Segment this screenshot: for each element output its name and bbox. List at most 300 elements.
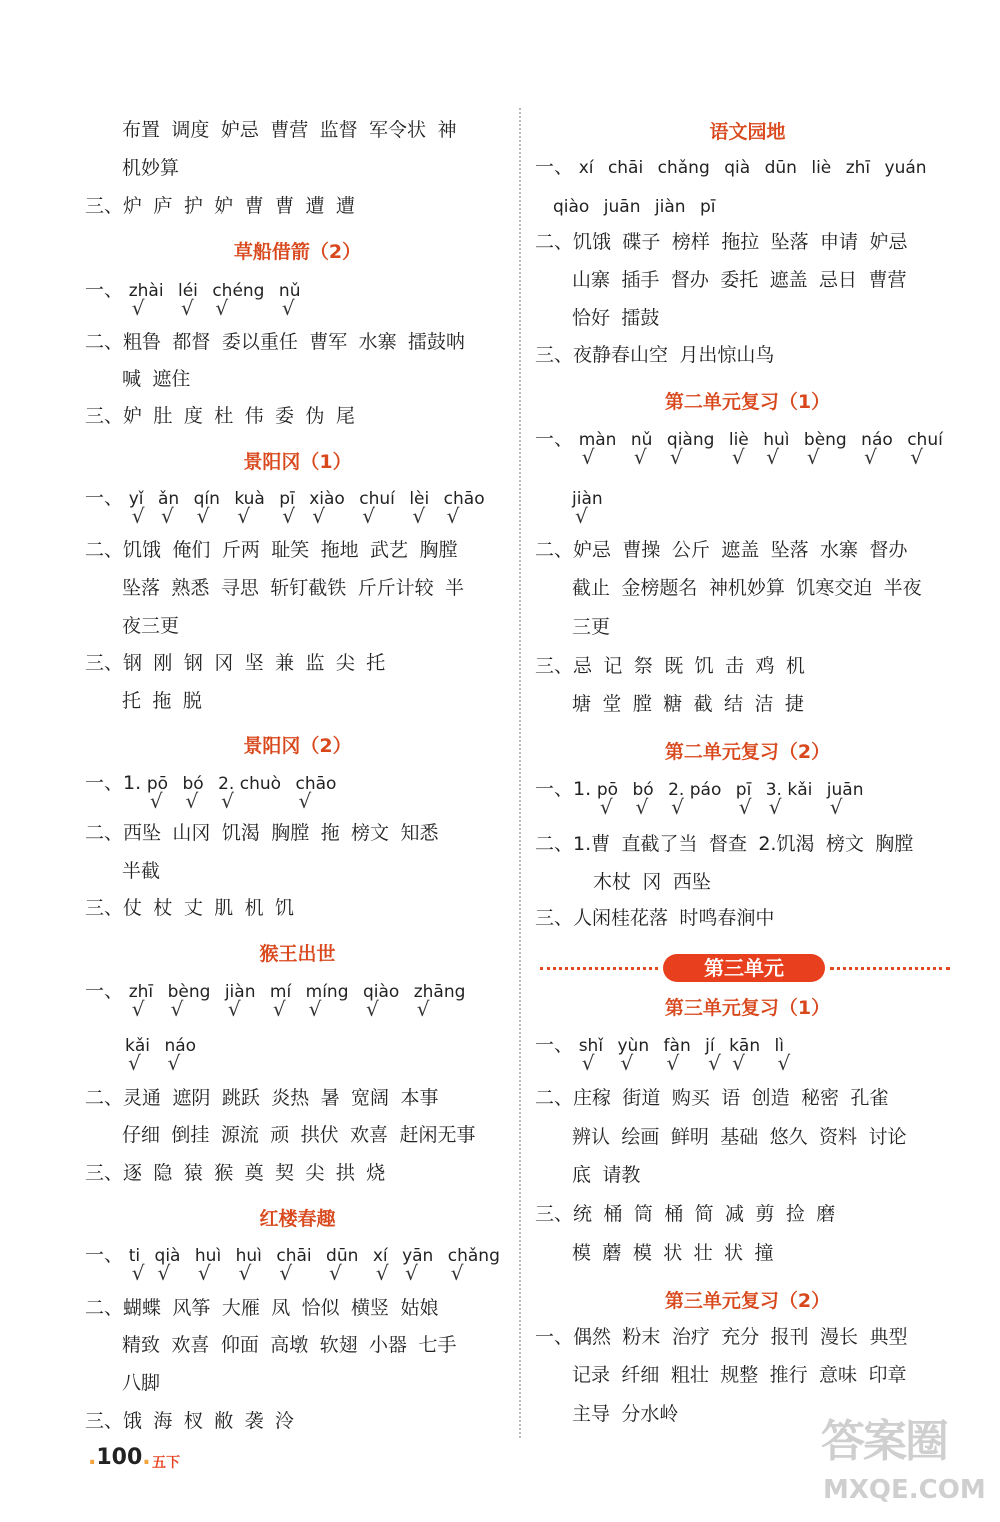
check-mark-icon: √ bbox=[405, 1261, 418, 1285]
answer-word: 主导 bbox=[572, 1403, 611, 1425]
pinyin-text: xí bbox=[372, 1246, 388, 1266]
page-number bbox=[88, 1445, 151, 1470]
pinyin-answer bbox=[235, 1244, 262, 1285]
pinyin-line bbox=[572, 486, 617, 528]
answer-word: 三、人闲桂花落 bbox=[535, 907, 669, 929]
answer-word: 拱伏 bbox=[300, 1124, 339, 1146]
pinyin-text: chéng bbox=[212, 281, 265, 301]
answer-word: 肚 bbox=[153, 405, 173, 427]
answer-word: 脱 bbox=[182, 690, 202, 712]
answer-word: 布置 bbox=[122, 119, 161, 141]
pinyin-text: yǐ bbox=[128, 489, 144, 509]
answer-word: 二、灵通 bbox=[85, 1087, 162, 1109]
text-line bbox=[535, 906, 786, 930]
pinyin-answer bbox=[359, 487, 395, 528]
grade-label: 五下 bbox=[152, 1455, 180, 1471]
text-line bbox=[535, 230, 919, 254]
pinyin-text: míng bbox=[305, 982, 349, 1002]
answer-word: 申请 bbox=[820, 231, 859, 253]
pinyin-answer bbox=[193, 487, 220, 528]
answer-word: 粉末 bbox=[622, 1326, 661, 1348]
item-prefix: 一、1. bbox=[85, 772, 142, 794]
answer-word: 曹营 bbox=[868, 269, 907, 291]
answer-word: 既 bbox=[664, 655, 684, 677]
answer-word: 直截了当 bbox=[621, 833, 698, 855]
answer-word: 状 bbox=[724, 1242, 744, 1264]
answer-word: 三、妒 bbox=[85, 405, 143, 427]
answer-word: 遮阴 bbox=[172, 1087, 211, 1109]
answer-word: 尖 bbox=[335, 652, 355, 674]
pinyin-answer bbox=[729, 1034, 761, 1075]
answer-word: 粗壮 bbox=[670, 1364, 709, 1386]
pinyin-text: yān bbox=[402, 1246, 434, 1266]
answer-word: 悠久 bbox=[769, 1126, 808, 1148]
answer-word: 规整 bbox=[720, 1364, 759, 1386]
pinyin-answer bbox=[177, 279, 198, 320]
answer-word: 绘画 bbox=[621, 1126, 660, 1148]
answer-word: 漫长 bbox=[820, 1326, 859, 1348]
answer-word: 2.饥渴 bbox=[758, 833, 815, 855]
answer-word: 拱 bbox=[335, 1162, 355, 1184]
pinyin-answer bbox=[409, 487, 430, 528]
text-line bbox=[535, 1325, 919, 1349]
unit-banner bbox=[540, 954, 950, 982]
answer-word: 杖 bbox=[153, 897, 173, 919]
answer-word: 剪 bbox=[755, 1203, 775, 1225]
pinyin-answer bbox=[735, 778, 752, 819]
pinyin-answer bbox=[630, 428, 653, 469]
answer-word: 报刊 bbox=[770, 1326, 809, 1348]
pinyin-answer bbox=[276, 1244, 312, 1285]
answer-word: 塘 bbox=[572, 693, 592, 715]
answer-word: 底 bbox=[572, 1164, 592, 1186]
check-mark-icon: √ bbox=[731, 445, 745, 469]
answer-word: 七手 bbox=[418, 1334, 457, 1356]
answer-word: 海 bbox=[153, 1410, 173, 1432]
check-mark-icon: √ bbox=[365, 997, 379, 1021]
check-mark-icon: √ bbox=[215, 296, 229, 320]
answer-word: 度 bbox=[183, 405, 203, 427]
check-mark-icon: √ bbox=[599, 795, 613, 819]
check-mark-icon: √ bbox=[738, 795, 752, 819]
answer-word: 二、饥饿 bbox=[85, 539, 162, 561]
section-heading: 第三单元复习（1） bbox=[664, 997, 831, 1019]
answer-word: 都督 bbox=[172, 331, 211, 353]
answer-word: 猴 bbox=[214, 1162, 234, 1184]
answer-word: 遮盖 bbox=[721, 539, 760, 561]
pinyin-answer bbox=[128, 487, 145, 528]
answer-word: 大雁 bbox=[221, 1297, 260, 1319]
check-mark-icon: √ bbox=[282, 504, 296, 528]
pinyin-line bbox=[85, 278, 315, 320]
answer-word: 记 bbox=[603, 655, 623, 677]
answer-word: 软翅 bbox=[319, 1334, 358, 1356]
check-mark-icon: √ bbox=[766, 445, 779, 469]
pinyin-answer bbox=[728, 428, 749, 469]
answer-word: 遮住 bbox=[152, 368, 191, 390]
answer-word: 托 bbox=[366, 652, 386, 674]
answer-word: 榜文 bbox=[351, 822, 390, 844]
answer-word: 委以重任 bbox=[221, 331, 298, 353]
pinyin-text: chāo bbox=[443, 489, 485, 509]
pinyin-answer bbox=[128, 1244, 145, 1285]
pinyin-text: màn bbox=[578, 430, 617, 450]
pinyin-answer bbox=[655, 195, 686, 219]
answer-word: 欢喜 bbox=[171, 1334, 210, 1356]
answer-word: 丈 bbox=[183, 897, 203, 919]
pinyin-answer bbox=[182, 772, 204, 813]
answer-word: 督办 bbox=[869, 539, 908, 561]
check-mark-icon: √ bbox=[197, 1261, 211, 1285]
text-line bbox=[535, 343, 786, 367]
answer-word: 风筝 bbox=[172, 1297, 211, 1319]
unit-title: 第三单元 bbox=[663, 954, 825, 982]
pinyin-answer bbox=[604, 195, 641, 219]
pinyin-text: kān bbox=[729, 1036, 761, 1056]
pinyin-answer bbox=[724, 156, 750, 180]
answer-word: 拖地 bbox=[320, 539, 359, 561]
answer-word: 一、偶然 bbox=[535, 1326, 612, 1348]
pinyin-text: chāo bbox=[295, 774, 337, 794]
pinyin-line bbox=[535, 427, 957, 469]
pinyin-text: pō bbox=[146, 774, 169, 794]
answer-word: 街道 bbox=[622, 1087, 661, 1109]
answer-word: 二、饥饿 bbox=[535, 231, 612, 253]
answer-word: 记录 bbox=[572, 1364, 611, 1386]
answer-word: 饥 bbox=[275, 897, 295, 919]
pinyin-answer bbox=[447, 1244, 500, 1285]
answer-word: 擂鼓呐 bbox=[408, 331, 466, 353]
answer-word: 榜样 bbox=[671, 231, 710, 253]
check-mark-icon: √ bbox=[131, 296, 145, 320]
pinyin-text: kǎi bbox=[125, 1036, 150, 1056]
answer-word: 桶 bbox=[603, 1203, 623, 1225]
pinyin-text: chāi bbox=[276, 1246, 312, 1266]
answer-word: 擂鼓 bbox=[621, 307, 660, 329]
answer-word: 请教 bbox=[602, 1164, 641, 1186]
text-line bbox=[122, 367, 202, 391]
answer-word: 典型 bbox=[869, 1326, 908, 1348]
answer-word: 截 bbox=[693, 693, 713, 715]
check-mark-icon: √ bbox=[298, 789, 312, 813]
check-mark-icon: √ bbox=[732, 1051, 745, 1075]
text-line bbox=[572, 1402, 690, 1426]
answer-word: 饥渴 bbox=[221, 822, 260, 844]
check-mark-icon: √ bbox=[237, 504, 251, 528]
answer-word: 月出惊山鸟 bbox=[679, 344, 775, 366]
answer-word: 二、粗鲁 bbox=[85, 331, 162, 353]
pinyin-answer bbox=[774, 1034, 791, 1075]
check-mark-icon: √ bbox=[238, 1261, 252, 1285]
answer-word: 半截 bbox=[122, 860, 161, 882]
pinyin-answer bbox=[705, 1034, 721, 1075]
pinyin-text: bèng bbox=[167, 982, 211, 1002]
pinyin-text: xiào bbox=[309, 489, 345, 509]
check-mark-icon: √ bbox=[910, 445, 923, 469]
answer-word: 减 bbox=[725, 1203, 745, 1225]
check-mark-icon: √ bbox=[227, 997, 241, 1021]
answer-word: 辨认 bbox=[572, 1126, 611, 1148]
pinyin-text: ti bbox=[128, 1246, 141, 1266]
pinyin-answer bbox=[663, 1034, 691, 1075]
answer-word: 治疗 bbox=[671, 1326, 710, 1348]
pinyin-answer bbox=[578, 1034, 604, 1075]
pinyin-text: zhài bbox=[128, 281, 164, 301]
answer-word: 语 bbox=[721, 1087, 741, 1109]
answer-word: 仔细 bbox=[122, 1124, 161, 1146]
text-line bbox=[122, 1371, 171, 1395]
answer-word: 庐 bbox=[153, 195, 173, 217]
pinyin-text: léi bbox=[177, 281, 198, 301]
check-mark-icon: √ bbox=[864, 445, 877, 469]
pinyin-answer bbox=[146, 772, 169, 813]
banner-dots-right bbox=[830, 967, 950, 970]
pinyin-text: 2. chuò bbox=[218, 774, 282, 794]
answer-word: 水寨 bbox=[820, 539, 859, 561]
column-divider bbox=[519, 108, 521, 1438]
answer-word: 源流 bbox=[220, 1124, 259, 1146]
answer-word: 洁 bbox=[754, 693, 774, 715]
check-mark-icon: √ bbox=[416, 997, 430, 1021]
answer-word: 欢喜 bbox=[350, 1124, 389, 1146]
pinyin-answer bbox=[861, 428, 893, 469]
answer-word: 横竖 bbox=[351, 1297, 390, 1319]
pinyin-text: yùn bbox=[617, 1036, 650, 1056]
answer-word: 秘密 bbox=[801, 1087, 840, 1109]
pinyin-text: xí bbox=[578, 158, 594, 178]
answer-word: 机妙算 bbox=[122, 157, 180, 179]
check-mark-icon: √ bbox=[412, 504, 426, 528]
answer-word: 忌日 bbox=[819, 269, 858, 291]
pinyin-text: chǎng bbox=[657, 158, 710, 178]
answer-word: 基础 bbox=[720, 1126, 759, 1148]
text-line bbox=[572, 1363, 918, 1387]
answer-word: 拖 bbox=[320, 822, 340, 844]
pinyin-text: ǎn bbox=[157, 489, 180, 509]
pinyin-answer bbox=[154, 1244, 181, 1285]
pinyin-answer bbox=[668, 778, 722, 819]
pinyin-text: pī bbox=[735, 780, 752, 800]
answer-word: 神 bbox=[437, 119, 457, 141]
text-line bbox=[85, 194, 366, 218]
text-line bbox=[122, 576, 475, 600]
check-mark-icon: √ bbox=[131, 997, 145, 1021]
check-mark-icon: √ bbox=[160, 504, 174, 528]
answer-word: 尾 bbox=[335, 405, 355, 427]
pinyin-answer bbox=[305, 980, 349, 1021]
answer-word: 意味 bbox=[819, 1364, 858, 1386]
pinyin-answer bbox=[157, 487, 180, 528]
page-dot-icon: . bbox=[142, 1445, 151, 1470]
answer-word: 鸡 bbox=[755, 655, 775, 677]
answer-word: 知悉 bbox=[400, 822, 439, 844]
check-mark-icon: √ bbox=[666, 1051, 680, 1075]
check-mark-icon: √ bbox=[777, 1051, 791, 1075]
answer-word: 二、妒忌 bbox=[535, 539, 612, 561]
pinyin-text: qiàng bbox=[666, 430, 715, 450]
pinyin-text: zhāng bbox=[413, 982, 466, 1002]
item-prefix: 一、 bbox=[535, 1034, 574, 1056]
pinyin-answer bbox=[278, 279, 301, 320]
item-prefix: 一、 bbox=[85, 1244, 124, 1266]
pinyin-text: yuán bbox=[884, 158, 927, 178]
pinyin-text: huì bbox=[194, 1246, 222, 1266]
pinyin-text: jiàn bbox=[224, 982, 256, 1002]
text-line bbox=[572, 1125, 918, 1149]
answer-word: 肌 bbox=[214, 897, 234, 919]
answer-word: 奠 bbox=[244, 1162, 264, 1184]
answer-word: 二、1.曹 bbox=[535, 833, 611, 855]
pinyin-answer bbox=[218, 772, 282, 813]
answer-word: 调度 bbox=[171, 119, 210, 141]
answer-word: 精致 bbox=[122, 1334, 161, 1356]
answer-word: 宽阔 bbox=[351, 1087, 390, 1109]
text-line bbox=[85, 896, 305, 920]
pinyin-text: náo bbox=[164, 1036, 197, 1056]
text-line bbox=[85, 1409, 305, 1433]
pinyin-answer bbox=[632, 778, 654, 819]
answer-word: 磨 bbox=[816, 1203, 836, 1225]
answer-word: 三、逐 bbox=[85, 1162, 143, 1184]
answer-word: 曹军 bbox=[309, 331, 348, 353]
answer-word: 资料 bbox=[819, 1126, 858, 1148]
pinyin-text: shǐ bbox=[578, 1036, 604, 1056]
check-mark-icon: √ bbox=[196, 504, 210, 528]
answer-word: 推行 bbox=[769, 1364, 808, 1386]
pinyin-text: huì bbox=[763, 430, 790, 450]
check-mark-icon: √ bbox=[581, 445, 595, 469]
text-line bbox=[85, 404, 366, 428]
answer-word: 倒挂 bbox=[171, 1124, 210, 1146]
check-mark-icon: √ bbox=[362, 504, 376, 528]
text-line bbox=[85, 1086, 450, 1110]
answer-word: 妒忌 bbox=[220, 119, 259, 141]
answer-word: 跳跃 bbox=[221, 1087, 260, 1109]
answer-word: 坠落 bbox=[122, 577, 161, 599]
answer-word: 夜三更 bbox=[122, 615, 180, 637]
text-line bbox=[572, 306, 671, 330]
pinyin-text: chuí bbox=[907, 430, 943, 450]
text-line bbox=[122, 1333, 468, 1357]
answer-word: 半夜 bbox=[883, 577, 922, 599]
answer-word: 神机妙算 bbox=[708, 577, 785, 599]
pinyin-answer bbox=[224, 980, 256, 1021]
check-mark-icon: √ bbox=[446, 504, 460, 528]
answer-word: 仰面 bbox=[220, 1334, 259, 1356]
answer-word: 妒 bbox=[214, 195, 234, 217]
answer-word: 时鸣春涧中 bbox=[679, 907, 775, 929]
text-line bbox=[535, 654, 816, 678]
pinyin-text: jiàn bbox=[654, 197, 686, 217]
answer-word: 耻笑 bbox=[271, 539, 310, 561]
answer-word: 胸膛 bbox=[875, 833, 914, 855]
answer-word: 二、蝴蝶 bbox=[85, 1297, 162, 1319]
answer-word: 坠落 bbox=[770, 231, 809, 253]
text-line bbox=[593, 870, 722, 894]
pinyin-text: jiàn bbox=[572, 489, 603, 509]
answer-word: 购买 bbox=[671, 1087, 710, 1109]
text-line bbox=[122, 1123, 487, 1147]
answer-word: 斤斤计较 bbox=[357, 577, 434, 599]
answer-word: 烧 bbox=[366, 1162, 386, 1184]
answer-word: 饥 bbox=[694, 655, 714, 677]
pinyin-text: 3. kǎi bbox=[765, 780, 813, 800]
check-mark-icon: √ bbox=[575, 504, 588, 528]
answer-word: 模 bbox=[632, 1242, 652, 1264]
answer-word: 二、庄稼 bbox=[535, 1087, 612, 1109]
check-mark-icon: √ bbox=[185, 789, 199, 813]
pinyin-answer bbox=[402, 1244, 434, 1285]
pinyin-answer bbox=[194, 1244, 222, 1285]
answer-word: 猿 bbox=[183, 1162, 203, 1184]
check-mark-icon: √ bbox=[128, 1051, 141, 1075]
pinyin-line bbox=[535, 1033, 798, 1075]
pinyin-text: fàn bbox=[663, 1036, 691, 1056]
pinyin-line bbox=[85, 979, 480, 1021]
pinyin-answer bbox=[309, 487, 345, 528]
answer-word: 敝 bbox=[214, 1410, 234, 1432]
answer-word: 三、钢 bbox=[85, 652, 143, 674]
check-mark-icon: √ bbox=[633, 445, 647, 469]
check-mark-icon: √ bbox=[180, 296, 194, 320]
answer-word: 分水岭 bbox=[621, 1403, 679, 1425]
answer-word: 本事 bbox=[400, 1087, 439, 1109]
text-line bbox=[572, 1163, 652, 1187]
answer-word: 姑娘 bbox=[400, 1297, 439, 1319]
check-mark-icon: √ bbox=[131, 504, 145, 528]
watermark-bottom: MXQE.COM bbox=[823, 1475, 986, 1505]
answer-word: 契 bbox=[275, 1162, 295, 1184]
pinyin-answer bbox=[413, 980, 466, 1021]
check-mark-icon: √ bbox=[167, 1051, 181, 1075]
pinyin-line bbox=[535, 155, 941, 180]
answer-word: 讨论 bbox=[868, 1126, 907, 1148]
text-line bbox=[85, 821, 450, 845]
pinyin-text: nǔ bbox=[630, 430, 653, 450]
answer-word: 充分 bbox=[721, 1326, 760, 1348]
pinyin-text: lèi bbox=[409, 489, 430, 509]
answer-word: 遮盖 bbox=[769, 269, 808, 291]
pinyin-text: pō bbox=[596, 780, 619, 800]
answer-word: 插手 bbox=[621, 269, 660, 291]
check-mark-icon: √ bbox=[708, 1051, 721, 1075]
answer-word: 曹 bbox=[244, 195, 264, 217]
text-line bbox=[85, 1161, 397, 1185]
answer-word: 喊 bbox=[122, 368, 142, 390]
check-mark-icon: √ bbox=[375, 1261, 389, 1285]
answer-word: 鲜明 bbox=[670, 1126, 709, 1148]
answer-word: 监督 bbox=[319, 119, 358, 141]
answer-word: 军令状 bbox=[369, 119, 427, 141]
answer-word: 膛 bbox=[632, 693, 652, 715]
section-heading: 景阳冈（2） bbox=[243, 735, 352, 757]
text-line bbox=[122, 156, 190, 180]
pinyin-line bbox=[85, 486, 499, 528]
answer-word: 伟 bbox=[244, 405, 264, 427]
pinyin-text: 2. páo bbox=[668, 780, 722, 800]
check-mark-icon: √ bbox=[308, 997, 322, 1021]
text-line bbox=[535, 538, 919, 562]
answer-word: 钢 bbox=[183, 652, 203, 674]
answer-word: 胸膛 bbox=[271, 822, 310, 844]
pinyin-text: qín bbox=[193, 489, 220, 509]
pinyin-line bbox=[85, 1243, 514, 1285]
pinyin-answer bbox=[578, 428, 617, 469]
pinyin-line bbox=[125, 1033, 210, 1075]
pinyin-answer bbox=[700, 195, 716, 219]
answer-word: 坚 bbox=[244, 652, 264, 674]
answer-word: 委托 bbox=[720, 269, 759, 291]
